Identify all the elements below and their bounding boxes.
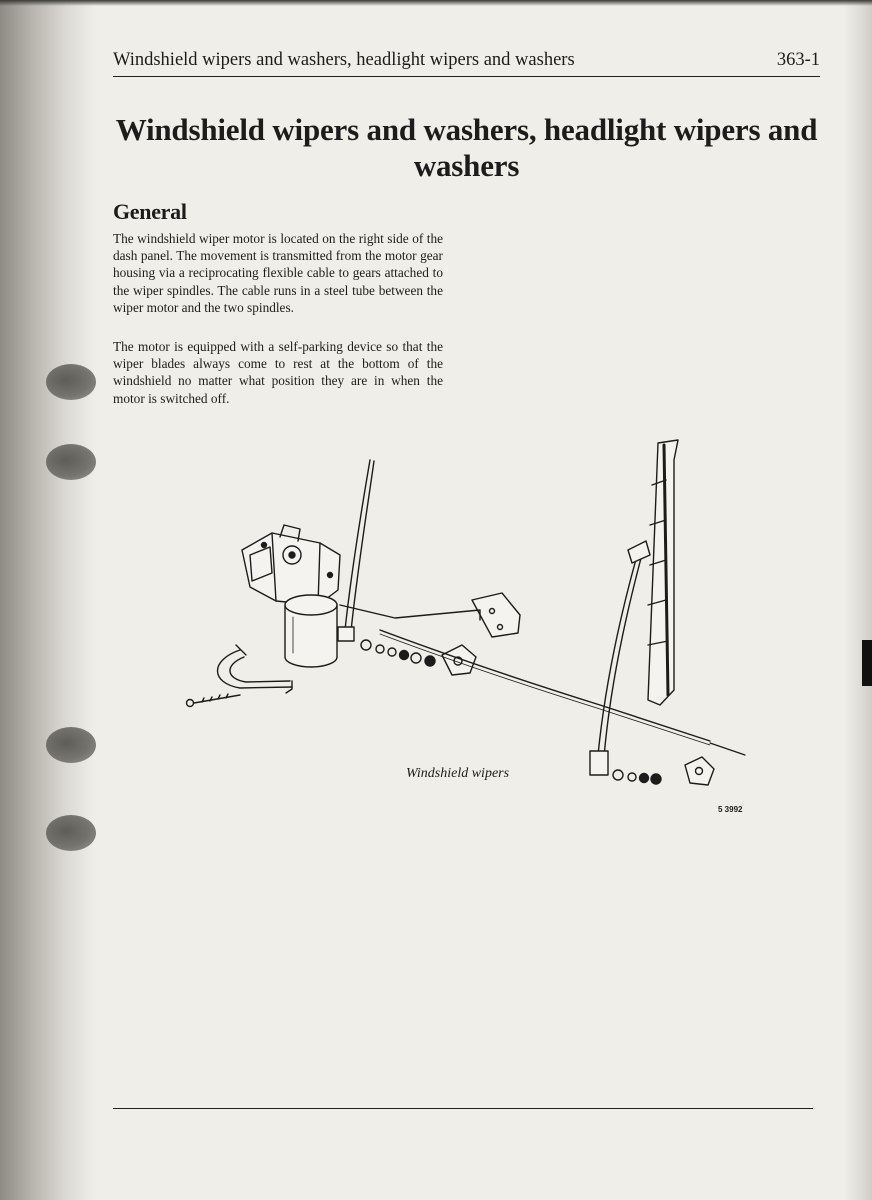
cable-tube	[340, 605, 745, 755]
spindle-bracket-plate	[472, 593, 520, 637]
section-heading: General	[113, 199, 187, 224]
binding-shadow	[0, 0, 95, 1200]
punch-hole	[46, 444, 96, 480]
mounting-bracket	[218, 645, 293, 693]
right-wiper-arm	[590, 541, 650, 775]
left-wiper-arm	[338, 460, 374, 641]
running-head	[113, 50, 820, 77]
page-title: Windshield wipers and washers, headlight wipers and washers	[115, 112, 818, 183]
top-edge-band	[0, 0, 872, 6]
right-spindle-washers	[613, 770, 661, 784]
motor-gear-housing	[242, 525, 340, 605]
right-wiper-blade	[648, 440, 678, 705]
page-number: 363-1	[776, 50, 820, 70]
running-head-title: Windshield wipers and washers, headlight wipers and washers	[113, 50, 575, 70]
bottom-rule	[113, 1108, 813, 1109]
body-paragraph: The motor is equipped with a self-parking device so that the wiper blades always come to rest at the bottom of the windshield no matter what position they are in when the motor is switched off.	[113, 339, 443, 406]
body-paragraph: The windshield wiper motor is located on the right side of the dash panel. The movement is transmitted from the motor gear housing via a reciprocating flexible cable to gears attached to the wiper spindles. The cable runs in a steel tube between the wiper motor and the two spindles.	[113, 231, 443, 315]
mounting-bolt	[187, 694, 241, 707]
left-spindle-washers	[361, 640, 435, 666]
figure-id: 5 3992	[718, 805, 743, 814]
page-edge	[844, 0, 872, 1200]
left-wheelbox	[442, 645, 476, 675]
punch-hole	[46, 727, 96, 763]
punch-hole	[46, 815, 96, 851]
figure-caption: Windshield wipers	[406, 766, 510, 781]
windshield-wiper-illustration	[180, 405, 760, 825]
right-wheelbox	[685, 757, 714, 785]
thumb-index-tab	[862, 640, 872, 686]
wiper-motor	[285, 595, 337, 667]
punch-hole	[46, 364, 96, 400]
